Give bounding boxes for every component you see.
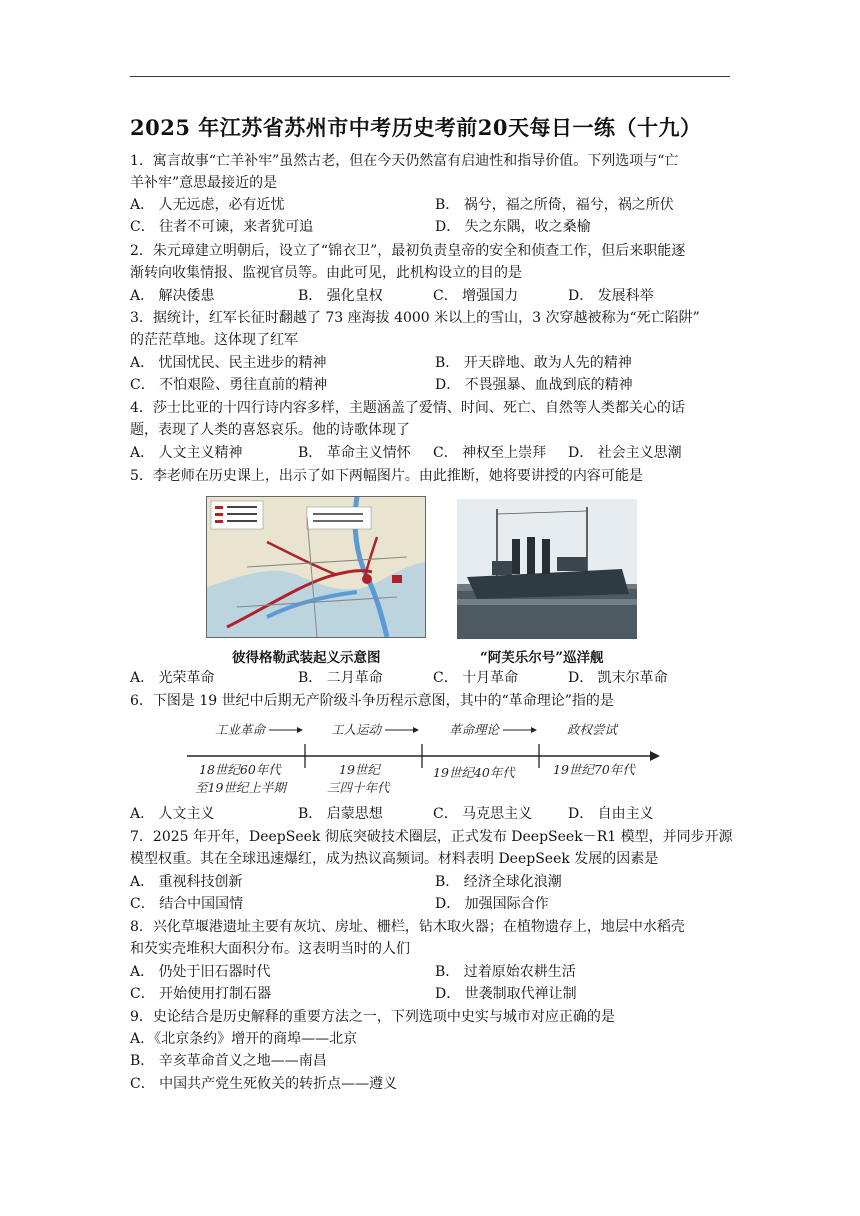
q5-option-d: D． 凯末尔革命	[568, 670, 668, 686]
q8-option-d: D． 世袭制取代禅让制	[435, 986, 577, 1002]
question-4-stem: 4．莎士比亚的十四行诗内容多样，主题涵盖了爱情、时间、死亡、自然等人类都关心的话	[130, 400, 685, 416]
question-3-stem: 3．据统计，红军长征时翻越了 73 座海拔 4000 米以上的雪山，3 次穿越被称为“死亡陷阱”	[130, 310, 700, 326]
question-5-stem: 5．李老师在历史课上，出示了如下两幅图片。由此推断，她将要讲授的内容可能是	[130, 468, 643, 484]
q3-option-d: D． 不畏强暴、血战到底的精神	[435, 377, 633, 393]
q9-option-c: C． 中国共产党生死攸关的转折点——遵义	[130, 1076, 398, 1092]
map-caption: 彼得格勒武装起义示意图	[232, 650, 381, 666]
question-8-stem-cont: 和芡实壳堆积大面积分布。这表明当时的人们	[130, 941, 410, 957]
header-rule	[130, 76, 730, 77]
q7-option-c: C． 结合中国国情	[130, 896, 244, 912]
page-title: 2025 年江苏省苏州市中考历史考前20天每日一练（十九）	[130, 115, 702, 140]
q5-option-a: A． 光荣革命	[130, 670, 215, 686]
q1-option-d: D． 失之东隅，收之桑榆	[435, 219, 591, 235]
question-7-stem: 7．2025 年开年，DeepSeek 彻底突破技术圈层，正式发布 DeepSeek－R1 模型，并同步开源	[130, 829, 733, 845]
question-7-stem-cont: 模型权重。其在全球迅速爆红，成为热议高频词。材料表明 DeepSeek 发展的因素是	[130, 851, 659, 867]
struggle-timeline	[185, 718, 660, 798]
q3-option-b: B． 开天辟地、敢为人先的精神	[435, 355, 632, 371]
q8-option-a: A． 仍处于旧石器时代	[130, 964, 271, 980]
question-6-stem: 6．下图是 19 世纪中后期无产阶级斗争历程示意图，其中的“革命理论”指的是	[130, 693, 614, 709]
timeline-stage-4: 政权尝试	[567, 722, 618, 737]
q9-option-a: A．《北京条约》增开的商埠——北京	[130, 1031, 358, 1047]
q6-option-d: D． 自由主义	[568, 806, 654, 822]
q6-option-c: C． 马克思主义	[433, 806, 533, 822]
q4-option-d: D． 社会主义思潮	[568, 445, 682, 461]
q7-option-d: D． 加强国际合作	[435, 896, 549, 912]
timeline-period-4: 19世纪70年代	[553, 762, 635, 777]
timeline-period-1a: 18世纪60年代	[199, 762, 281, 777]
question-1-stem-cont: 羊补牢”意思最接近的是	[130, 175, 278, 191]
timeline-stage-1: 工业革命	[215, 722, 266, 737]
q3-option-c: C． 不怕艰险、勇往直前的精神	[130, 377, 328, 393]
question-1-stem: 1．寓言故事“亡羊补牢”虽然古老，但在今天仍然富有启迪性和指导价值。下列选项与“亡	[130, 153, 679, 169]
question-9-stem: 9．史论结合是历史解释的重要方法之一，下列选项中史实与城市对应正确的是	[130, 1009, 615, 1025]
q6-option-b: B． 启蒙思想	[298, 806, 383, 822]
q2-option-b: B． 强化皇权	[298, 288, 383, 304]
timeline-period-2b: 三四十年代	[327, 780, 390, 795]
q2-option-d: D． 发展科举	[568, 288, 654, 304]
q2-option-a: A． 解决倭患	[130, 288, 215, 304]
timeline-period-3: 19世纪40年代	[433, 765, 515, 780]
question-2-stem-cont: 渐转向收集情报、监视官员等。由此可见，此机构设立的目的是	[130, 265, 522, 281]
q8-option-c: C． 开始使用打制石器	[130, 986, 272, 1002]
q1-option-a: A． 人无远虑，必有近忧	[130, 197, 285, 213]
timeline-stage-3: 革命理论	[449, 722, 500, 737]
q2-option-c: C． 增强国力	[433, 288, 519, 304]
q4-option-b: B． 革命主义情怀	[298, 445, 411, 461]
question-2-stem: 2．朱元璋建立明朝后，设立了“锦衣卫”，最初负责皇帝的安全和侦查工作，但后来职能逐	[130, 243, 686, 259]
timeline-period-2a: 19世纪	[339, 762, 380, 777]
ship-caption: “阿芙乐尔号”巡洋舰	[480, 650, 604, 666]
q1-option-b: B． 祸兮，福之所倚，福兮，祸之所伏	[435, 197, 674, 213]
q3-option-a: A． 忧国忧民、民主进步的精神	[130, 355, 327, 371]
question-3-stem-cont: 的茫茫草地。这体现了红军	[130, 332, 298, 348]
q7-option-b: B． 经济全球化浪潮	[435, 874, 562, 890]
petrograd-uprising-map	[206, 496, 426, 638]
aurora-cruiser-photo	[457, 499, 637, 639]
q8-option-b: B． 过着原始农耕生活	[435, 964, 576, 980]
timeline-stage-2: 工人运动	[331, 722, 382, 737]
q5-option-b: B． 二月革命	[298, 670, 383, 686]
q6-option-a: A． 人文主义	[130, 806, 215, 822]
timeline-period-1b: 至19世纪上半期	[195, 780, 286, 795]
q5-option-c: C． 十月革命	[433, 670, 519, 686]
question-4-stem-cont: 题，表现了人类的喜怒哀乐。他的诗歌体现了	[130, 422, 410, 438]
q9-option-b: B． 辛亥革命首义之地——南昌	[130, 1053, 327, 1069]
q4-option-a: A． 人文主义精神	[130, 445, 243, 461]
q4-option-c: C． 神权至上崇拜	[433, 445, 547, 461]
q7-option-a: A． 重视科技创新	[130, 874, 243, 890]
question-8-stem: 8．兴化草堰港遗址主要有灰坑、房址、栅栏，钻木取火器；在植物遗存上，地层中水稻壳	[130, 919, 685, 935]
q1-option-c: C． 往者不可谏，来者犹可追	[130, 219, 314, 235]
